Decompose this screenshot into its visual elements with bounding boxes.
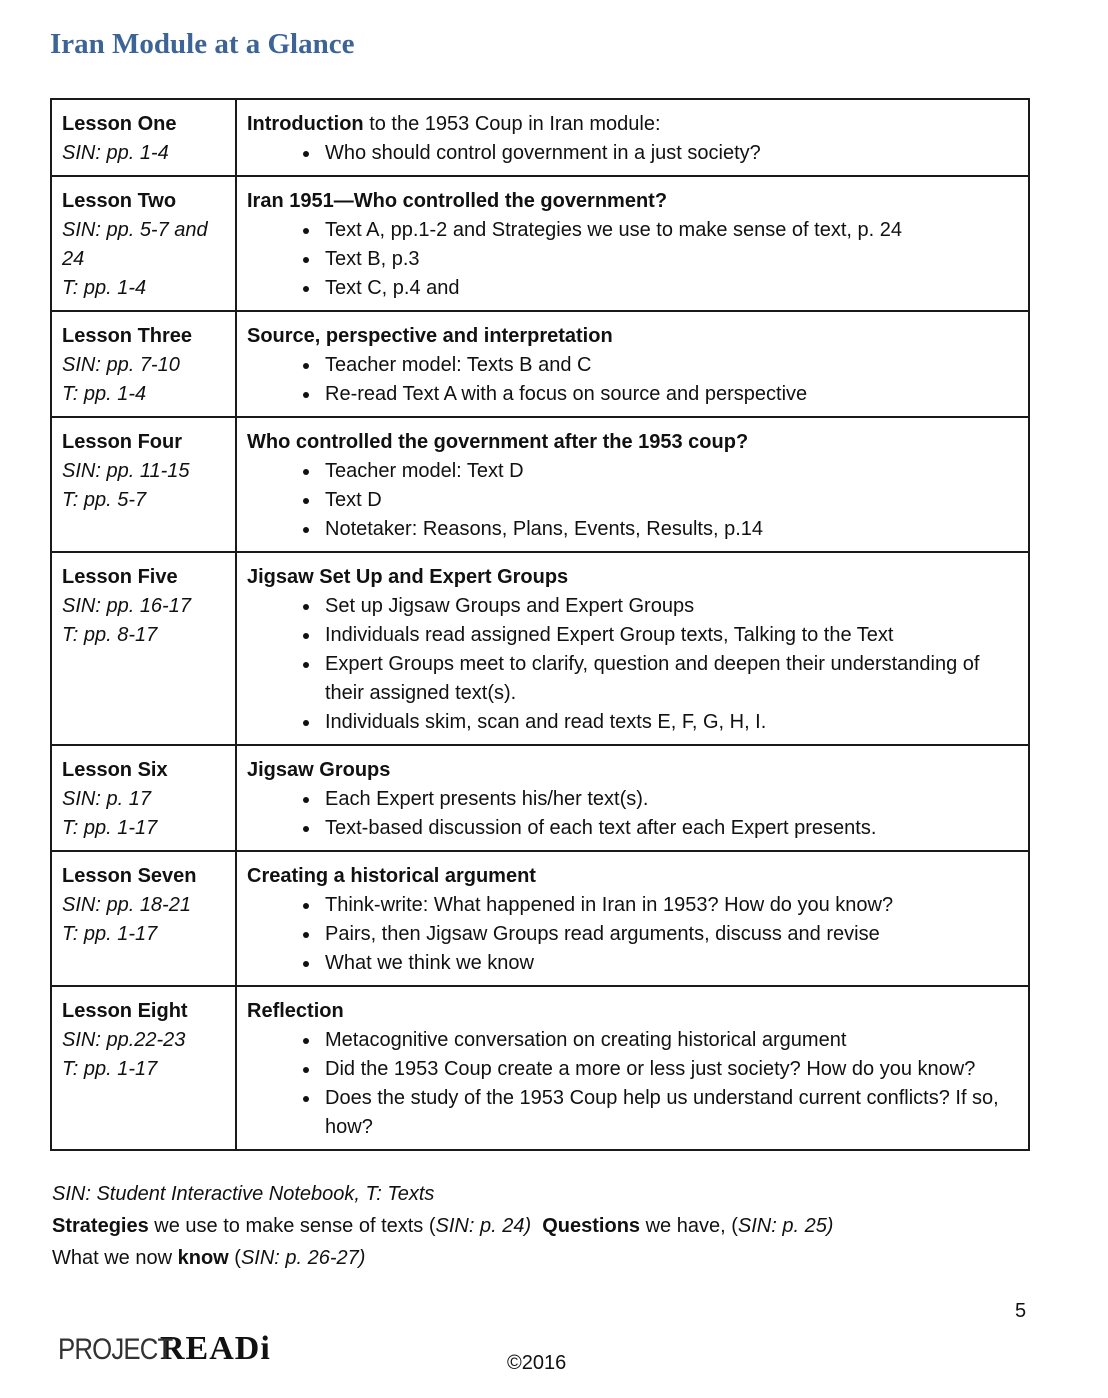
activity-item: • Set up Jigsaw Groups and Expert Groups xyxy=(321,592,1018,621)
lesson-row xyxy=(51,311,1029,417)
activity-item: • Does the study of the 1953 Coup help us understand current conflicts? If so, how? xyxy=(321,1084,1018,1142)
footer-notes xyxy=(52,1178,833,1274)
lesson-content-cell xyxy=(236,552,1029,745)
lesson-page-ref: SIN: p. 17 xyxy=(62,788,151,810)
lesson-heading xyxy=(247,997,1018,1026)
lesson-activities xyxy=(247,139,1018,168)
lesson-page-ref: SIN: pp. 18-21 xyxy=(62,894,191,916)
lesson-heading xyxy=(247,110,1018,139)
logo-read-text: READi xyxy=(160,1330,271,1367)
lesson-name: Lesson Five xyxy=(62,566,178,588)
lesson-content-cell xyxy=(236,99,1029,176)
abbreviation-legend: SIN: Student Interactive Notebook, T: Texts xyxy=(52,1183,435,1205)
lesson-page-ref: T: pp. 1-4 xyxy=(62,383,147,405)
questions-label: Questions xyxy=(542,1215,641,1237)
lesson-heading xyxy=(247,187,1018,216)
lesson-activities xyxy=(247,1026,1018,1142)
activity-item: • Pairs, then Jigsaw Groups read arguments, discuss and revise xyxy=(321,920,1018,949)
activity-item: • Text D xyxy=(321,486,1018,515)
strategies-ref: SIN: p. 24) xyxy=(435,1215,532,1237)
lesson-name: Lesson Eight xyxy=(62,1000,188,1022)
page-number: 5 xyxy=(1015,1300,1027,1322)
lesson-page-ref: SIN: pp. 5-7 and 24 xyxy=(62,219,208,270)
lesson-page-ref: T: pp. 1-17 xyxy=(62,1058,158,1080)
know-ref: SIN: p. 26-27) xyxy=(240,1247,366,1269)
know-label: know xyxy=(177,1247,229,1269)
lesson-label-cell xyxy=(51,311,236,417)
lesson-name: Lesson Six xyxy=(62,759,168,781)
activity-item: • Teacher model: Text D xyxy=(321,457,1018,486)
activity-item: • Text-based discussion of each text after each Expert presents. xyxy=(321,814,1018,843)
lesson-content-cell xyxy=(236,417,1029,552)
activity-item: • Text A, pp.1-2 and Strategies we use to make sense of text, p. 24 xyxy=(321,216,1018,245)
strategies-text: we use to make sense of texts ( xyxy=(148,1215,436,1237)
lesson-page-ref: T: pp. 8-17 xyxy=(62,624,158,646)
copyright: ©2016 xyxy=(507,1352,567,1374)
lesson-label-cell xyxy=(51,99,236,176)
lesson-heading-bold: Iran 1951—Who controlled the government? xyxy=(247,190,668,212)
lesson-heading-bold: Introduction xyxy=(247,113,364,135)
lesson-heading-bold: Who controlled the government after the 1953 coup? xyxy=(247,431,749,453)
lesson-row xyxy=(51,986,1029,1150)
lesson-row xyxy=(51,417,1029,552)
lesson-content-cell xyxy=(236,986,1029,1150)
lesson-page-ref: SIN: pp.22-23 xyxy=(62,1029,186,1051)
lesson-heading-rest: to the 1953 Coup in Iran module: xyxy=(363,113,661,135)
lesson-heading-bold: Source, perspective and interpretation xyxy=(247,325,613,347)
page-title: Iran Module at a Glance xyxy=(50,28,355,60)
know-text: What we now xyxy=(52,1247,178,1269)
lesson-heading xyxy=(247,322,1018,351)
lesson-activities xyxy=(247,891,1018,978)
lesson-page-ref: SIN: pp. 11-15 xyxy=(62,460,190,482)
lesson-label-cell xyxy=(51,552,236,745)
lesson-label-cell xyxy=(51,851,236,986)
lesson-page-ref: SIN: pp. 1-4 xyxy=(62,142,169,164)
lesson-heading-bold: Jigsaw Set Up and Expert Groups xyxy=(247,566,569,588)
lesson-content-cell xyxy=(236,311,1029,417)
lesson-heading xyxy=(247,428,1018,457)
lesson-name: Lesson Seven xyxy=(62,865,197,887)
strategies-label: Strategies xyxy=(52,1215,149,1237)
activity-item: • Text C, p.4 and xyxy=(321,274,1018,303)
lesson-page-ref: T: pp. 5-7 xyxy=(62,489,147,511)
lesson-heading-bold: Creating a historical argument xyxy=(247,865,536,887)
lesson-content-cell xyxy=(236,745,1029,851)
activity-item: • Teacher model: Texts B and C xyxy=(321,351,1018,380)
lesson-activities xyxy=(247,351,1018,409)
activity-item: • Metacognitive conversation on creating historical argument xyxy=(321,1026,1018,1055)
lesson-row xyxy=(51,99,1029,176)
lesson-heading xyxy=(247,862,1018,891)
lesson-label-cell xyxy=(51,417,236,552)
lesson-heading xyxy=(247,756,1018,785)
lesson-page-ref: T: pp. 1-17 xyxy=(62,817,158,839)
lesson-page-ref: T: pp. 1-17 xyxy=(62,923,158,945)
activity-item: • Who should control government in a just society? xyxy=(321,139,1018,168)
project-read-logo xyxy=(58,1330,271,1370)
activity-item: • Think-write: What happened in Iran in 1953? How do you know? xyxy=(321,891,1018,920)
lesson-activities xyxy=(247,216,1018,303)
lesson-heading-bold: Reflection xyxy=(247,1000,344,1022)
questions-text: we have, ( xyxy=(640,1215,738,1237)
lesson-content-cell xyxy=(236,851,1029,986)
logo-project-text: PROJECT xyxy=(58,1333,173,1366)
lesson-activities xyxy=(247,457,1018,544)
lesson-name: Lesson Four xyxy=(62,431,183,453)
lesson-name: Lesson Two xyxy=(62,190,177,212)
lesson-page-ref: SIN: pp. 16-17 xyxy=(62,595,191,617)
lesson-activities xyxy=(247,785,1018,843)
activity-item: • Notetaker: Reasons, Plans, Events, Results, p.14 xyxy=(321,515,1018,544)
activity-item: • Individuals read assigned Expert Group texts, Talking to the Text xyxy=(321,621,1018,650)
activity-item: • What we think we know xyxy=(321,949,1018,978)
lesson-heading xyxy=(247,563,1018,592)
lesson-heading-bold: Jigsaw Groups xyxy=(247,759,391,781)
activity-item: • Did the 1953 Coup create a more or less just society? How do you know? xyxy=(321,1055,1018,1084)
lesson-name: Lesson Three xyxy=(62,325,193,347)
lesson-label-cell xyxy=(51,176,236,311)
lesson-row xyxy=(51,745,1029,851)
lesson-page-ref: T: pp. 1-4 xyxy=(62,277,147,299)
lesson-name: Lesson One xyxy=(62,113,177,135)
activity-item: • Text B, p.3 xyxy=(321,245,1018,274)
activity-item: • Each Expert presents his/her text(s). xyxy=(321,785,1018,814)
activity-item: • Individuals skim, scan and read texts E, F, G, H, I. xyxy=(321,708,1018,737)
lesson-row xyxy=(51,176,1029,311)
lesson-page-ref: SIN: pp. 7-10 xyxy=(62,354,180,376)
questions-ref: SIN: p. 25) xyxy=(737,1215,834,1237)
activity-item: • Expert Groups meet to clarify, question and deepen their understanding of their assigned text(s). xyxy=(321,650,1018,708)
lesson-activities xyxy=(247,592,1018,737)
know-text-2: ( xyxy=(228,1247,241,1269)
lesson-label-cell xyxy=(51,986,236,1150)
lesson-row xyxy=(51,851,1029,986)
know-line xyxy=(52,1242,833,1274)
strategies-line xyxy=(52,1210,833,1242)
activity-item: • Re-read Text A with a focus on source and perspective xyxy=(321,380,1018,409)
lesson-content-cell xyxy=(236,176,1029,311)
lessons-table xyxy=(50,98,1030,1151)
lesson-label-cell xyxy=(51,745,236,851)
lesson-row xyxy=(51,552,1029,745)
